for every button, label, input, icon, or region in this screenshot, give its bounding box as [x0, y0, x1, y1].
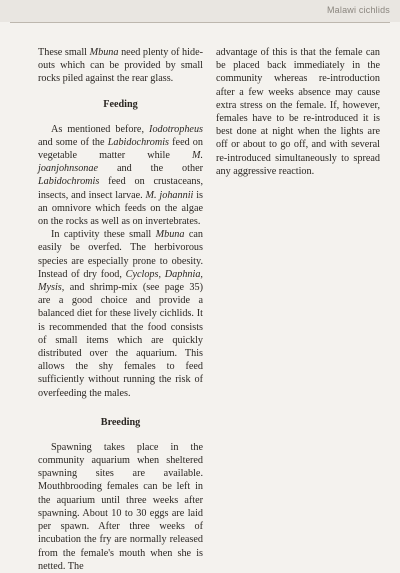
- feeding-p2-c: can easily be overfed. The herbivorous species are especially prone to obesity. Instead of dry food,: [38, 229, 204, 280]
- left-column: [38, 46, 203, 573]
- feeding-p1-f: M. joanjohnsonae: [38, 150, 203, 175]
- running-head: Malawi cichlids: [326, 5, 390, 15]
- feeding-heading: Feeding: [103, 98, 138, 110]
- feeding-p1-a: As mentioned before,: [51, 123, 150, 135]
- feeding-p2-e: and shrimp-mix (see page 35) are a good choice and provide a balanced diet for these lively cichlids. It is recommended that the food consists of small items which are quickly distributed over the aquarium. This allows the shy females to feed sufficiently without running the risk of overfeeding the males.: [38, 282, 203, 399]
- intro-text-c: need plenty of hide-outs which can be provided by small rocks piled against the rear glass.: [38, 47, 203, 85]
- header-rule: [10, 22, 390, 23]
- feeding-p2-d: Cyclops, Daphnia, Mysis,: [38, 268, 203, 294]
- intro-paragraph: [38, 46, 203, 86]
- feeding-paragraph-2: [38, 228, 203, 400]
- feeding-paragraph-1: [38, 123, 203, 229]
- breeding-heading: Breeding: [100, 416, 141, 428]
- intro-text-a: These small: [38, 47, 90, 58]
- feeding-p1-e: feed on vegetable matter while: [38, 136, 203, 162]
- right-column-paragraph: advantage of this is that the female can be placed back immediately in the community whereas re-introduction after a few weeks absence may cause extra stress on the female. If, however, females have to be re-introduced it is best done at night when the lights are off or about to go off, and with several re-introduced simultaneously to spread any aggressive reaction.: [216, 47, 380, 177]
- feeding-p2-b: Mbuna: [155, 229, 185, 241]
- feeding-p1-h: Labidochromis: [38, 176, 100, 188]
- feeding-p1-i: feed on crustaceans, insects, and insect larvae.: [38, 176, 203, 201]
- feeding-p1-b: Iodotropheus: [149, 123, 203, 135]
- feeding-p1-c: and some of the: [38, 136, 108, 148]
- intro-text-b: Mbuna: [89, 47, 119, 58]
- right-column: [216, 46, 380, 178]
- feeding-p1-k: is an omnivore which feeds on the algae on the rocks as well as on invertebrates.: [38, 189, 204, 228]
- breeding-paragraph-1: Spawning takes place in the community aquarium when sheltered spawning sites are available. Mouthbrooding females can be left in the aquarium until three weeks after spawning. About 10 to 30 eggs are laid per spawn. After three weeks of incubation the fry are normally released from the female's mouth when she is netted. The: [38, 441, 203, 572]
- feeding-p1-d: Labidochromis: [107, 136, 170, 148]
- feeding-p1-g: and the other: [98, 163, 203, 175]
- feeding-p1-j: M. johannii: [145, 189, 194, 201]
- feeding-p2-a: In captivity these small: [51, 229, 156, 241]
